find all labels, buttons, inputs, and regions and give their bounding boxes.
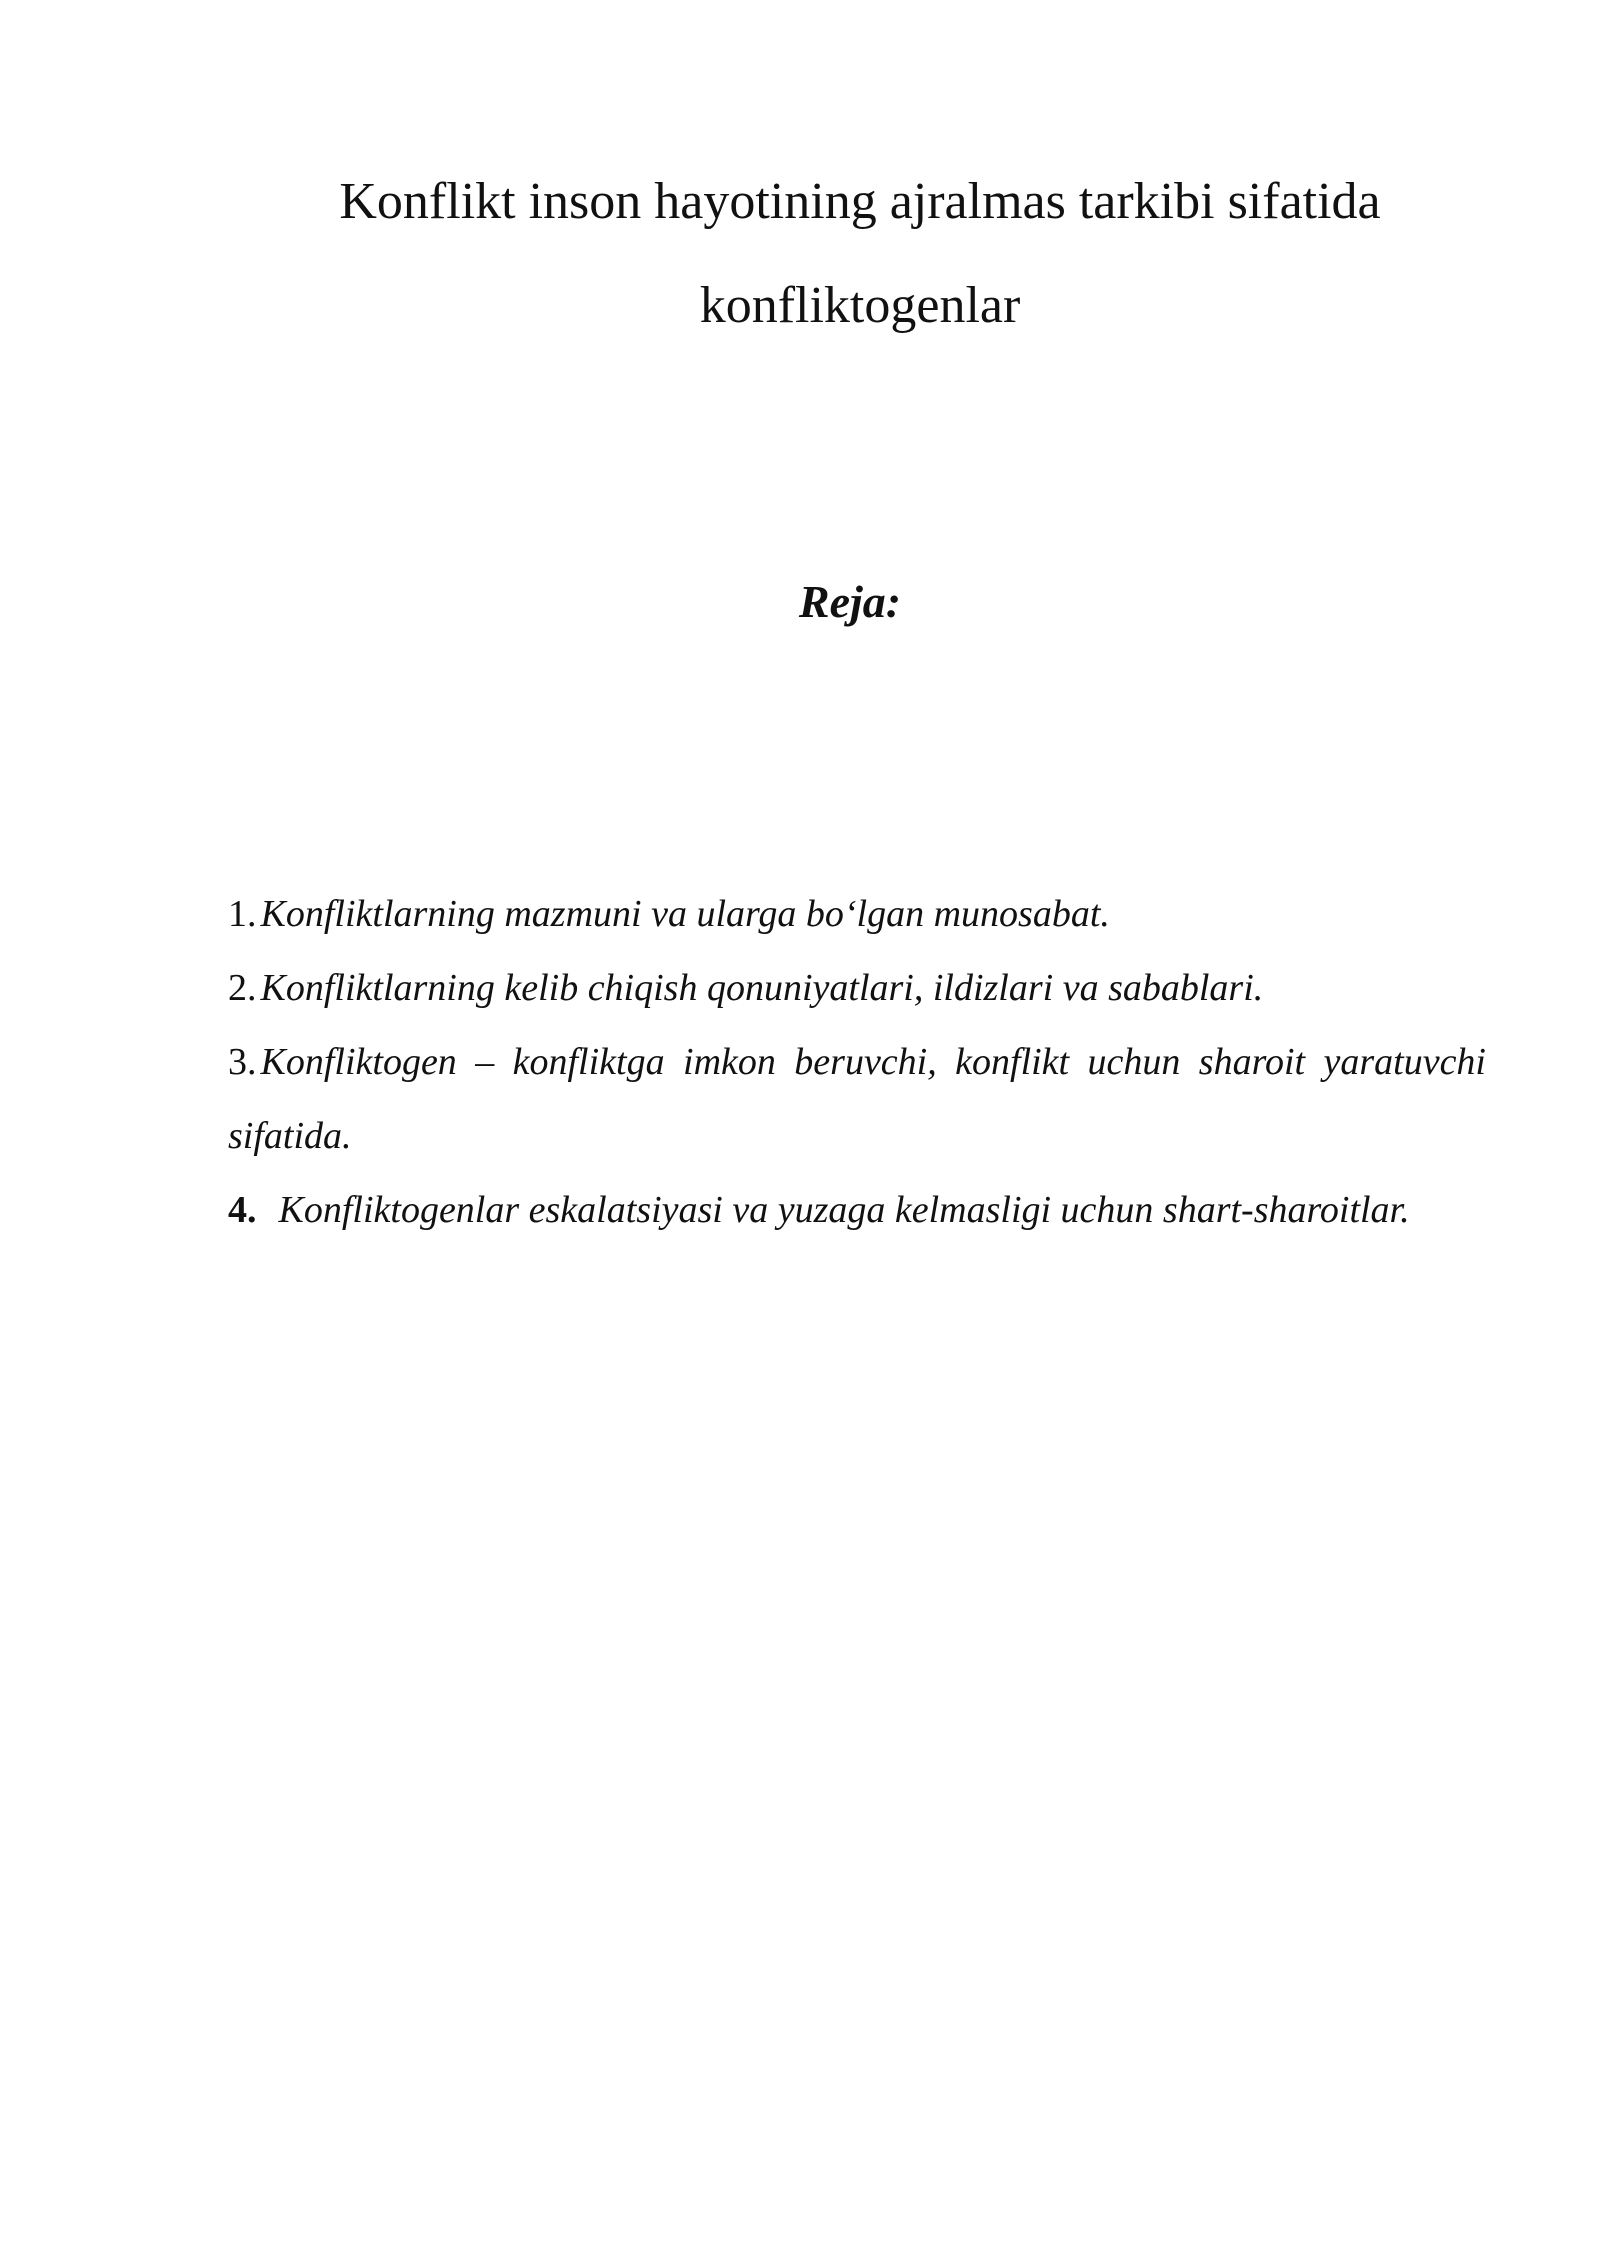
document-title bbox=[230, 150, 1490, 358]
plan-item-number: 1. bbox=[228, 893, 257, 935]
plan-item-text: Konfliktlarning kelib chiqish qonuniyatlari, ildizlari va sabablari. bbox=[260, 967, 1264, 1009]
plan-item-3 bbox=[228, 1025, 1486, 1173]
plan-item-text: Konfliktogen – konfliktga imkon beruvchi, konflikt uchun sharoit yaratuvchi sifatida. bbox=[228, 1041, 1486, 1157]
plan-item-number: 4. bbox=[228, 1189, 257, 1231]
plan-item-number: 3. bbox=[228, 1041, 257, 1083]
plan-list bbox=[228, 877, 1486, 1247]
plan-item-2 bbox=[228, 951, 1486, 1025]
plan-item-text: Konfliktogenlar eskalatsiyasi va yuzaga kelmasligi uchun shart-sharoitlar. bbox=[278, 1189, 1410, 1231]
title-line-1: Konflikt inson hayotining ajralmas tarkibi sifatida bbox=[339, 173, 1381, 230]
plan-item-text: Konfliktlarning mazmuni va ularga bo‘lgan munosabat. bbox=[260, 893, 1110, 935]
plan-item-number: 2. bbox=[228, 967, 257, 1009]
plan-item-1 bbox=[228, 877, 1486, 951]
title-line-2: konfliktogenlar bbox=[699, 277, 1021, 334]
plan-item-4 bbox=[228, 1173, 1486, 1247]
plan-heading: Reja: bbox=[798, 576, 902, 627]
